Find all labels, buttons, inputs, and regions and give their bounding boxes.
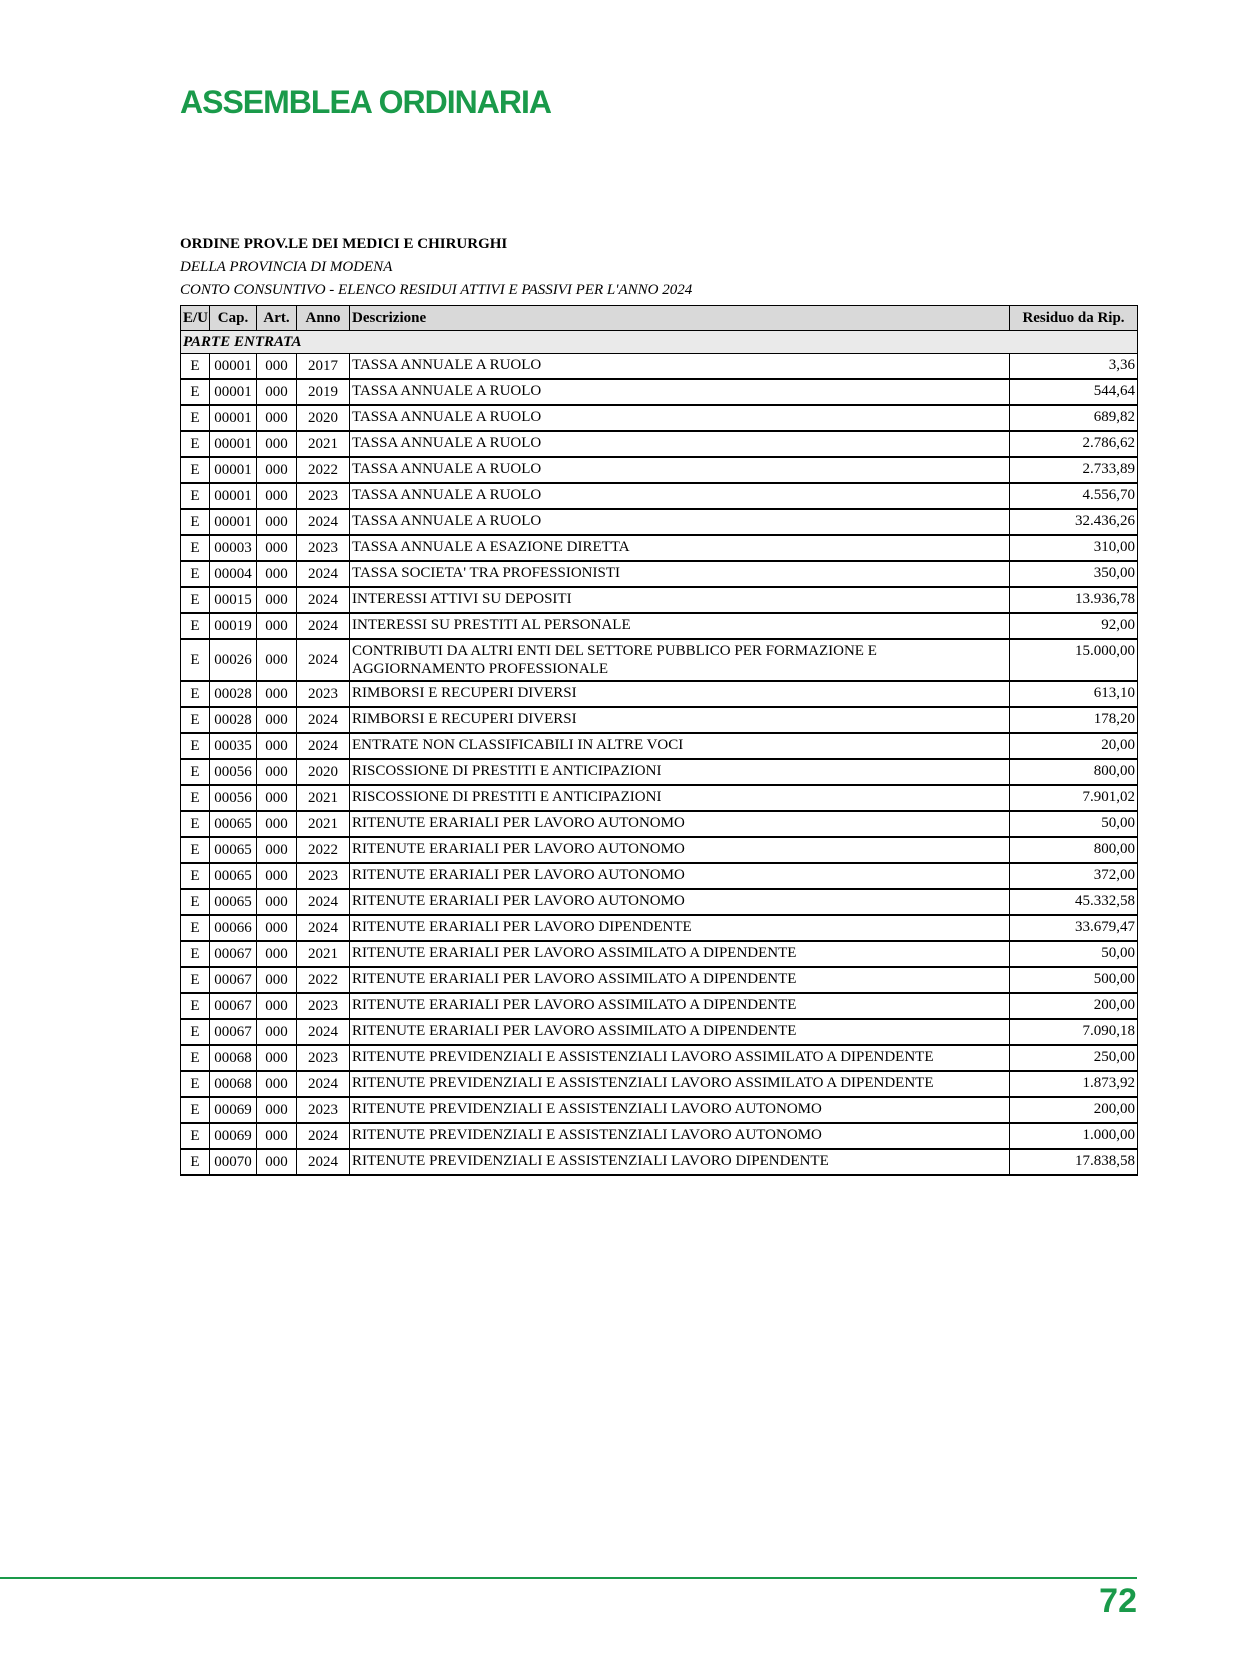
cell-residuo: 2.733,89 bbox=[1010, 457, 1138, 483]
cell-residuo: 1.000,00 bbox=[1010, 1123, 1138, 1149]
cell-residuo: 310,00 bbox=[1010, 535, 1138, 561]
footer-divider bbox=[0, 1577, 1137, 1579]
cell-residuo: 20,00 bbox=[1010, 733, 1138, 759]
cell-eu: E bbox=[181, 837, 210, 863]
cell-anno: 2021 bbox=[297, 941, 350, 967]
cell-anno: 2024 bbox=[297, 707, 350, 733]
cell-cap: 00015 bbox=[210, 587, 257, 613]
cell-descrizione: RITENUTE PREVIDENZIALI E ASSISTENZIALI LAVORO ASSIMILATO A DIPENDENTE bbox=[350, 1071, 1010, 1097]
residui-table bbox=[180, 305, 1138, 1176]
cell-residuo: 4.556,70 bbox=[1010, 483, 1138, 509]
cell-descrizione: TASSA ANNUALE A RUOLO bbox=[350, 483, 1010, 509]
column-header-residuo: Residuo da Rip. bbox=[1010, 306, 1138, 331]
cell-eu: E bbox=[181, 941, 210, 967]
cell-art: 000 bbox=[257, 941, 297, 967]
cell-art: 000 bbox=[257, 457, 297, 483]
cell-anno: 2024 bbox=[297, 1123, 350, 1149]
cell-anno: 2023 bbox=[297, 535, 350, 561]
cell-anno: 2021 bbox=[297, 811, 350, 837]
cell-art: 000 bbox=[257, 993, 297, 1019]
cell-eu: E bbox=[181, 1071, 210, 1097]
cell-anno: 2019 bbox=[297, 379, 350, 405]
cell-cap: 00065 bbox=[210, 837, 257, 863]
table-row bbox=[181, 561, 1138, 587]
cell-residuo: 2.786,62 bbox=[1010, 431, 1138, 457]
cell-art: 000 bbox=[257, 1149, 297, 1175]
table-row bbox=[181, 811, 1138, 837]
cell-descrizione: RITENUTE ERARIALI PER LAVORO AUTONOMO bbox=[350, 811, 1010, 837]
cell-cap: 00067 bbox=[210, 941, 257, 967]
cell-cap: 00056 bbox=[210, 785, 257, 811]
cell-descrizione: TASSA ANNUALE A ESAZIONE DIRETTA bbox=[350, 535, 1010, 561]
cell-art: 000 bbox=[257, 811, 297, 837]
cell-residuo: 45.332,58 bbox=[1010, 889, 1138, 915]
table-row bbox=[181, 1045, 1138, 1071]
cell-descrizione: TASSA ANNUALE A RUOLO bbox=[350, 379, 1010, 405]
cell-anno: 2024 bbox=[297, 1071, 350, 1097]
report-title: CONTO CONSUNTIVO - ELENCO RESIDUI ATTIVI E PASSIVI PER L'ANNO 2024 bbox=[180, 282, 693, 298]
table-row bbox=[181, 509, 1138, 535]
cell-descrizione: TASSA ANNUALE A RUOLO bbox=[350, 509, 1010, 535]
table-row bbox=[181, 837, 1138, 863]
cell-cap: 00001 bbox=[210, 405, 257, 431]
cell-anno: 2024 bbox=[297, 1019, 350, 1045]
cell-residuo: 178,20 bbox=[1010, 707, 1138, 733]
table-row bbox=[181, 993, 1138, 1019]
table-row bbox=[181, 785, 1138, 811]
cell-anno: 2023 bbox=[297, 483, 350, 509]
cell-descrizione: RITENUTE ERARIALI PER LAVORO DIPENDENTE bbox=[350, 915, 1010, 941]
table-row bbox=[181, 483, 1138, 509]
table-row bbox=[181, 1123, 1138, 1149]
cell-cap: 00001 bbox=[210, 509, 257, 535]
cell-descrizione: RITENUTE ERARIALI PER LAVORO ASSIMILATO A DIPENDENTE bbox=[350, 941, 1010, 967]
table-row bbox=[181, 707, 1138, 733]
cell-cap: 00056 bbox=[210, 759, 257, 785]
cell-art: 000 bbox=[257, 837, 297, 863]
cell-cap: 00004 bbox=[210, 561, 257, 587]
cell-art: 000 bbox=[257, 1045, 297, 1071]
cell-anno: 2024 bbox=[297, 509, 350, 535]
cell-descrizione: RITENUTE PREVIDENZIALI E ASSISTENZIALI LAVORO DIPENDENTE bbox=[350, 1149, 1010, 1175]
organization-province: DELLA PROVINCIA DI MODENA bbox=[180, 259, 393, 275]
cell-residuo: 613,10 bbox=[1010, 681, 1138, 707]
cell-anno: 2024 bbox=[297, 613, 350, 639]
cell-cap: 00068 bbox=[210, 1071, 257, 1097]
cell-anno: 2021 bbox=[297, 785, 350, 811]
cell-anno: 2024 bbox=[297, 733, 350, 759]
cell-art: 000 bbox=[257, 785, 297, 811]
table-row bbox=[181, 681, 1138, 707]
cell-descrizione: TASSA ANNUALE A RUOLO bbox=[350, 405, 1010, 431]
cell-eu: E bbox=[181, 509, 210, 535]
cell-descrizione: RITENUTE PREVIDENZIALI E ASSISTENZIALI LAVORO AUTONOMO bbox=[350, 1097, 1010, 1123]
cell-residuo: 33.679,47 bbox=[1010, 915, 1138, 941]
cell-descrizione: RITENUTE PREVIDENZIALI E ASSISTENZIALI LAVORO ASSIMILATO A DIPENDENTE bbox=[350, 1045, 1010, 1071]
cell-anno: 2024 bbox=[297, 1149, 350, 1175]
table-row bbox=[181, 379, 1138, 405]
cell-eu: E bbox=[181, 1123, 210, 1149]
cell-residuo: 7.090,18 bbox=[1010, 1019, 1138, 1045]
cell-art: 000 bbox=[257, 639, 297, 681]
cell-anno: 2024 bbox=[297, 587, 350, 613]
cell-anno: 2023 bbox=[297, 1097, 350, 1123]
cell-residuo: 92,00 bbox=[1010, 613, 1138, 639]
cell-eu: E bbox=[181, 431, 210, 457]
cell-cap: 00001 bbox=[210, 431, 257, 457]
section-row bbox=[181, 331, 1138, 354]
column-header-cap: Cap. bbox=[210, 306, 257, 331]
cell-art: 000 bbox=[257, 535, 297, 561]
cell-cap: 00069 bbox=[210, 1097, 257, 1123]
cell-cap: 00003 bbox=[210, 535, 257, 561]
table-row bbox=[181, 1019, 1138, 1045]
cell-residuo: 50,00 bbox=[1010, 941, 1138, 967]
column-header-descrizione: Descrizione bbox=[350, 306, 1010, 331]
table-row bbox=[181, 431, 1138, 457]
cell-eu: E bbox=[181, 863, 210, 889]
cell-eu: E bbox=[181, 681, 210, 707]
cell-residuo: 7.901,02 bbox=[1010, 785, 1138, 811]
table-row bbox=[181, 587, 1138, 613]
section-label: PARTE ENTRATA bbox=[181, 331, 1138, 354]
cell-art: 000 bbox=[257, 1071, 297, 1097]
cell-anno: 2023 bbox=[297, 863, 350, 889]
cell-eu: E bbox=[181, 535, 210, 561]
table-row bbox=[181, 354, 1138, 380]
cell-cap: 00066 bbox=[210, 915, 257, 941]
cell-cap: 00001 bbox=[210, 457, 257, 483]
cell-descrizione: RITENUTE ERARIALI PER LAVORO ASSIMILATO A DIPENDENTE bbox=[350, 993, 1010, 1019]
cell-cap: 00069 bbox=[210, 1123, 257, 1149]
cell-anno: 2024 bbox=[297, 639, 350, 681]
cell-art: 000 bbox=[257, 613, 297, 639]
cell-anno: 2023 bbox=[297, 1045, 350, 1071]
cell-cap: 00067 bbox=[210, 993, 257, 1019]
cell-residuo: 544,64 bbox=[1010, 379, 1138, 405]
table-row bbox=[181, 759, 1138, 785]
cell-residuo: 800,00 bbox=[1010, 759, 1138, 785]
cell-descrizione: INTERESSI SU PRESTITI AL PERSONALE bbox=[350, 613, 1010, 639]
table-row bbox=[181, 457, 1138, 483]
cell-descrizione: RITENUTE ERARIALI PER LAVORO AUTONOMO bbox=[350, 837, 1010, 863]
cell-residuo: 3,36 bbox=[1010, 354, 1138, 380]
cell-art: 000 bbox=[257, 1097, 297, 1123]
cell-eu: E bbox=[181, 561, 210, 587]
cell-descrizione: INTERESSI ATTIVI SU DEPOSITI bbox=[350, 587, 1010, 613]
cell-descrizione: RITENUTE ERARIALI PER LAVORO ASSIMILATO A DIPENDENTE bbox=[350, 967, 1010, 993]
cell-anno: 2020 bbox=[297, 759, 350, 785]
cell-art: 000 bbox=[257, 889, 297, 915]
cell-descrizione: RITENUTE ERARIALI PER LAVORO ASSIMILATO A DIPENDENTE bbox=[350, 1019, 1010, 1045]
cell-anno: 2022 bbox=[297, 457, 350, 483]
table-row bbox=[181, 941, 1138, 967]
cell-art: 000 bbox=[257, 354, 297, 380]
cell-eu: E bbox=[181, 785, 210, 811]
cell-art: 000 bbox=[257, 1019, 297, 1045]
cell-cap: 00001 bbox=[210, 379, 257, 405]
cell-anno: 2023 bbox=[297, 681, 350, 707]
cell-descrizione: RITENUTE ERARIALI PER LAVORO AUTONOMO bbox=[350, 863, 1010, 889]
table-row bbox=[181, 733, 1138, 759]
cell-art: 000 bbox=[257, 509, 297, 535]
cell-eu: E bbox=[181, 1097, 210, 1123]
table-body bbox=[181, 331, 1138, 1176]
cell-cap: 00026 bbox=[210, 639, 257, 681]
cell-descrizione: CONTRIBUTI DA ALTRI ENTI DEL SETTORE PUBBLICO PER FORMAZIONE E AGGIORNAMENTO PROFESSIONALE bbox=[350, 639, 1010, 681]
cell-residuo: 50,00 bbox=[1010, 811, 1138, 837]
cell-residuo: 689,82 bbox=[1010, 405, 1138, 431]
cell-art: 000 bbox=[257, 379, 297, 405]
cell-anno: 2024 bbox=[297, 561, 350, 587]
cell-descrizione: TASSA ANNUALE A RUOLO bbox=[350, 431, 1010, 457]
table-row bbox=[181, 915, 1138, 941]
cell-art: 000 bbox=[257, 707, 297, 733]
cell-eu: E bbox=[181, 993, 210, 1019]
cell-descrizione: TASSA ANNUALE A RUOLO bbox=[350, 457, 1010, 483]
cell-art: 000 bbox=[257, 431, 297, 457]
cell-residuo: 250,00 bbox=[1010, 1045, 1138, 1071]
cell-residuo: 800,00 bbox=[1010, 837, 1138, 863]
cell-cap: 00028 bbox=[210, 681, 257, 707]
cell-eu: E bbox=[181, 354, 210, 380]
table-row bbox=[181, 613, 1138, 639]
column-header-eu: E/U bbox=[181, 306, 210, 331]
table-row bbox=[181, 1071, 1138, 1097]
cell-cap: 00070 bbox=[210, 1149, 257, 1175]
table-row bbox=[181, 405, 1138, 431]
cell-anno: 2024 bbox=[297, 915, 350, 941]
cell-eu: E bbox=[181, 733, 210, 759]
cell-eu: E bbox=[181, 889, 210, 915]
cell-cap: 00019 bbox=[210, 613, 257, 639]
cell-art: 000 bbox=[257, 915, 297, 941]
cell-residuo: 350,00 bbox=[1010, 561, 1138, 587]
cell-residuo: 13.936,78 bbox=[1010, 587, 1138, 613]
cell-anno: 2021 bbox=[297, 431, 350, 457]
cell-descrizione: TASSA SOCIETA' TRA PROFESSIONISTI bbox=[350, 561, 1010, 587]
table-row bbox=[181, 889, 1138, 915]
cell-eu: E bbox=[181, 405, 210, 431]
cell-cap: 00065 bbox=[210, 889, 257, 915]
cell-eu: E bbox=[181, 639, 210, 681]
cell-cap: 00001 bbox=[210, 483, 257, 509]
cell-residuo: 372,00 bbox=[1010, 863, 1138, 889]
cell-descrizione: TASSA ANNUALE A RUOLO bbox=[350, 354, 1010, 380]
cell-art: 000 bbox=[257, 681, 297, 707]
cell-art: 000 bbox=[257, 967, 297, 993]
cell-residuo: 17.838,58 bbox=[1010, 1149, 1138, 1175]
cell-eu: E bbox=[181, 457, 210, 483]
cell-descrizione: RIMBORSI E RECUPERI DIVERSI bbox=[350, 707, 1010, 733]
table-row bbox=[181, 1097, 1138, 1123]
cell-art: 000 bbox=[257, 1123, 297, 1149]
cell-eu: E bbox=[181, 707, 210, 733]
cell-descrizione: RITENUTE ERARIALI PER LAVORO AUTONOMO bbox=[350, 889, 1010, 915]
cell-cap: 00067 bbox=[210, 1019, 257, 1045]
table-row bbox=[181, 967, 1138, 993]
cell-cap: 00065 bbox=[210, 863, 257, 889]
cell-art: 000 bbox=[257, 759, 297, 785]
cell-eu: E bbox=[181, 1045, 210, 1071]
cell-cap: 00068 bbox=[210, 1045, 257, 1071]
cell-cap: 00001 bbox=[210, 354, 257, 380]
page-title: ASSEMBLEA ORDINARIA bbox=[180, 84, 551, 120]
cell-descrizione: RISCOSSIONE DI PRESTITI E ANTICIPAZIONI bbox=[350, 759, 1010, 785]
table-header-row bbox=[181, 306, 1138, 331]
cell-art: 000 bbox=[257, 733, 297, 759]
column-header-art: Art. bbox=[257, 306, 297, 331]
organization-name: ORDINE PROV.LE DEI MEDICI E CHIRURGHI bbox=[180, 236, 508, 252]
cell-eu: E bbox=[181, 1149, 210, 1175]
cell-eu: E bbox=[181, 613, 210, 639]
cell-residuo: 500,00 bbox=[1010, 967, 1138, 993]
cell-anno: 2017 bbox=[297, 354, 350, 380]
cell-cap: 00035 bbox=[210, 733, 257, 759]
cell-anno: 2022 bbox=[297, 967, 350, 993]
cell-eu: E bbox=[181, 587, 210, 613]
cell-art: 000 bbox=[257, 561, 297, 587]
cell-art: 000 bbox=[257, 405, 297, 431]
cell-anno: 2023 bbox=[297, 993, 350, 1019]
column-header-anno: Anno bbox=[297, 306, 350, 331]
cell-art: 000 bbox=[257, 483, 297, 509]
table-row bbox=[181, 1149, 1138, 1175]
cell-cap: 00028 bbox=[210, 707, 257, 733]
cell-art: 000 bbox=[257, 863, 297, 889]
page-number: 72 bbox=[1099, 1582, 1137, 1620]
table-row bbox=[181, 535, 1138, 561]
cell-eu: E bbox=[181, 483, 210, 509]
cell-eu: E bbox=[181, 967, 210, 993]
cell-eu: E bbox=[181, 759, 210, 785]
cell-residuo: 32.436,26 bbox=[1010, 509, 1138, 535]
cell-cap: 00067 bbox=[210, 967, 257, 993]
cell-descrizione: RIMBORSI E RECUPERI DIVERSI bbox=[350, 681, 1010, 707]
cell-residuo: 200,00 bbox=[1010, 993, 1138, 1019]
cell-eu: E bbox=[181, 811, 210, 837]
cell-eu: E bbox=[181, 915, 210, 941]
cell-residuo: 1.873,92 bbox=[1010, 1071, 1138, 1097]
cell-art: 000 bbox=[257, 587, 297, 613]
table-row bbox=[181, 639, 1138, 681]
cell-residuo: 15.000,00 bbox=[1010, 639, 1138, 681]
cell-residuo: 200,00 bbox=[1010, 1097, 1138, 1123]
cell-eu: E bbox=[181, 1019, 210, 1045]
cell-cap: 00065 bbox=[210, 811, 257, 837]
cell-descrizione: RITENUTE PREVIDENZIALI E ASSISTENZIALI LAVORO AUTONOMO bbox=[350, 1123, 1010, 1149]
cell-anno: 2024 bbox=[297, 889, 350, 915]
cell-eu: E bbox=[181, 379, 210, 405]
cell-anno: 2020 bbox=[297, 405, 350, 431]
cell-descrizione: ENTRATE NON CLASSIFICABILI IN ALTRE VOCI bbox=[350, 733, 1010, 759]
cell-anno: 2022 bbox=[297, 837, 350, 863]
cell-descrizione: RISCOSSIONE DI PRESTITI E ANTICIPAZIONI bbox=[350, 785, 1010, 811]
table-row bbox=[181, 863, 1138, 889]
